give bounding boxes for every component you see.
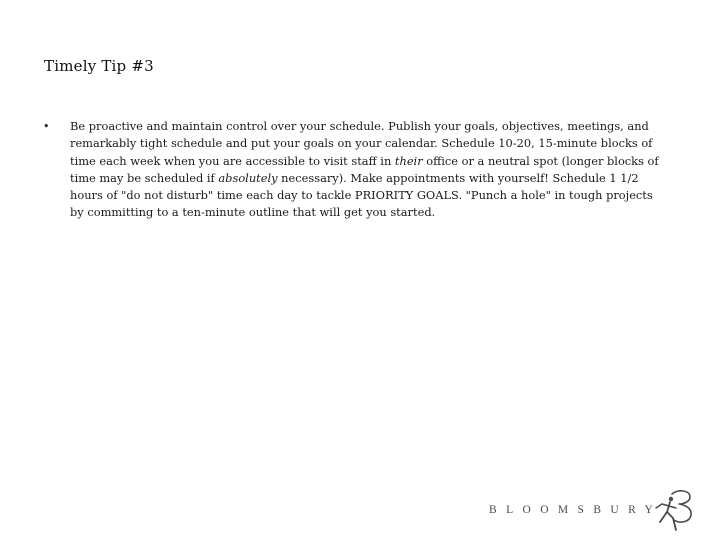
body-text-part-1: Be proactive and maintain control over your schedule. Publish your goals, objectives, meetings, and remarkably tight schedule and put your goals on your calendar. Schedule 10-20, 15-minute blocks of time each week when you are accessible to visit staff in <box>70 119 653 168</box>
logo-wordmark: BLOOMSBURY <box>489 504 663 516</box>
slide-title: Timely Tip #3 <box>44 57 154 75</box>
body-text-part-2: office or a neutral spot (longer blocks of time may be scheduled if <box>70 153 659 185</box>
bloomsbury-logo <box>486 488 706 536</box>
bullet-marker: • <box>43 120 50 133</box>
emphasis-their: their <box>394 153 423 168</box>
emphasis-absolutely: absolutely <box>218 170 278 185</box>
body-text-part-3: necessary). Make appointments with yourself! Schedule 1 1/2 hours of "do not disturb" time each day to tackle PRIORITY GOALS. "Punch a hole" in tough projects by committing to a ten-minute outline that will get you started. <box>70 170 653 220</box>
leaping-figure-icon <box>652 488 704 536</box>
bullet-text <box>70 118 660 222</box>
